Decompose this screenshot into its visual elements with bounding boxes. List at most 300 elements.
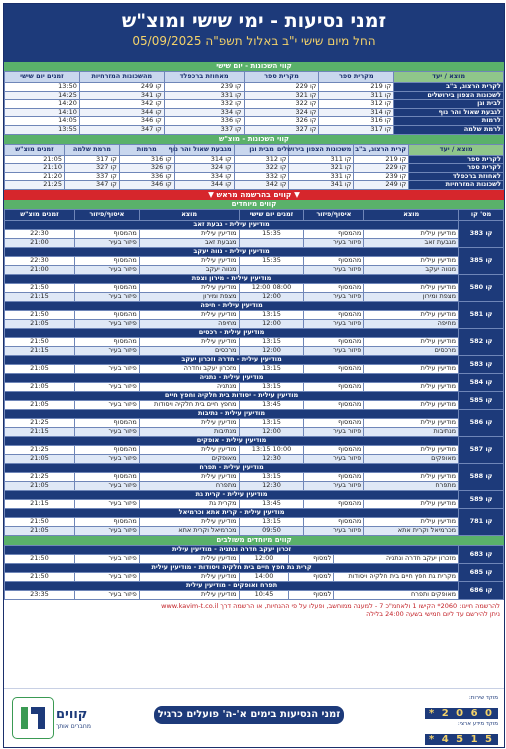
table-cell: קו 311 bbox=[289, 155, 354, 164]
table-cell: קו 347 bbox=[64, 181, 119, 190]
table-cell: מחיפה bbox=[139, 319, 239, 328]
table-cell: מודיעין עילית bbox=[139, 337, 239, 346]
route-number: קו 385 bbox=[459, 247, 504, 274]
col-header: מבית וגן bbox=[234, 144, 289, 155]
registration-notes bbox=[4, 600, 504, 620]
route-header: מודיעין עילית - קרית אתא וכרמיאל bbox=[5, 508, 459, 517]
table-cell: מהמסוף bbox=[74, 418, 139, 427]
col-header: זמנים מוצ"ש bbox=[5, 144, 65, 155]
route-header: מודיעין עילית - אופקים bbox=[5, 436, 459, 445]
table-row bbox=[5, 590, 504, 599]
table-cell: פיזור בעיר bbox=[74, 238, 139, 247]
page-subtitle: החל מיום שישי י"ב באלול תשפ"ה 05/09/2025 bbox=[132, 34, 376, 48]
table-cell: 13:45 bbox=[239, 400, 304, 409]
destination-cell: לשכונות המזרחיות bbox=[409, 181, 504, 190]
table-cell: קו 344 bbox=[174, 181, 234, 190]
table-cell: מקרית גת bbox=[139, 499, 239, 508]
table-cell: 08:00 12:00 bbox=[239, 283, 304, 292]
table-row bbox=[5, 256, 504, 265]
route-number-value: 589 bbox=[469, 494, 484, 503]
table-cell: קו 327 bbox=[244, 125, 319, 134]
route-header: מודיעין עילית - רכסים bbox=[5, 328, 459, 337]
route-number-value: 383 bbox=[469, 229, 484, 238]
table-row bbox=[5, 499, 504, 508]
table-cell: מנתניה bbox=[139, 382, 239, 391]
route-number-value: 580 bbox=[469, 283, 484, 292]
table-cell: מודיעין עילית bbox=[139, 554, 239, 563]
table-cell: 13:15 bbox=[239, 337, 304, 346]
registration-note-line2: ניתן להירשם עד ליום חמישי בשעה 24:00 בלילה bbox=[366, 609, 500, 618]
table-cell: פיזור בעיר bbox=[304, 481, 364, 490]
table-cell: למסוף bbox=[289, 554, 334, 563]
table-cell: מנווה יעקב bbox=[139, 265, 239, 274]
table-cell: קו 249 bbox=[354, 181, 409, 190]
table-row bbox=[5, 472, 504, 481]
table-cell: פיזור בעיר bbox=[304, 346, 364, 355]
table-cell: קו 239 bbox=[354, 172, 409, 181]
table-cell: מהמסוף bbox=[74, 517, 139, 526]
table-cell: מהמסוף bbox=[304, 418, 364, 427]
table-row bbox=[5, 346, 504, 355]
table-cell: מודיעין עילית bbox=[364, 445, 459, 454]
table-cell: פיזור בעיר bbox=[74, 554, 139, 563]
table-cell: 21:10 bbox=[5, 164, 65, 173]
destination-cell: לקרית ספר bbox=[409, 164, 504, 173]
footer bbox=[4, 688, 504, 747]
table-cell: קו 336 bbox=[119, 172, 174, 181]
table-cell: 21:15 bbox=[5, 346, 75, 355]
destination-cell: לרמת שלמה bbox=[394, 125, 504, 134]
table-cell: 10:00 13:15 bbox=[239, 445, 304, 454]
table-cell: קו 322 bbox=[234, 164, 289, 173]
table-row bbox=[5, 181, 504, 190]
table-cell: 13:45 bbox=[239, 499, 304, 508]
table-cell: מהמסוף bbox=[304, 472, 364, 481]
table-cell: קו 229 bbox=[354, 164, 409, 173]
table-cell: מהמסוף bbox=[304, 310, 364, 319]
table-cell bbox=[239, 265, 304, 274]
col-header: מגבעת שאול והר נוף bbox=[174, 144, 234, 155]
table-cell: מודיעין עילית bbox=[364, 499, 459, 508]
table-cell: 21:15 bbox=[5, 292, 75, 301]
table-row bbox=[5, 172, 504, 181]
table-row bbox=[5, 337, 504, 346]
table-row bbox=[5, 108, 504, 117]
table-cell: קו 321 bbox=[244, 91, 319, 100]
table-cell: קו 331 bbox=[289, 172, 354, 181]
table-cell: קו 239 bbox=[164, 83, 244, 92]
route-number-value: 686 bbox=[469, 585, 484, 594]
table-cell: מודיעין עילית bbox=[364, 364, 459, 373]
table-cell: קו 334 bbox=[174, 172, 234, 181]
route-header: מודיעין עילית - נתניה bbox=[5, 373, 459, 382]
table-row bbox=[5, 319, 504, 328]
table-cell: קו 326 bbox=[119, 164, 174, 173]
route-header: מודיעין עילית - חדרה וזכרון יעקב bbox=[5, 355, 459, 364]
table-cell: קו 324 bbox=[244, 108, 319, 117]
route-header: תפרח ואופקים - מודיעין עילית bbox=[5, 581, 459, 590]
table-cell: 21:05 bbox=[5, 319, 75, 328]
table-cell: קו 346 bbox=[79, 117, 164, 126]
destination-cell: לקרית ספר bbox=[409, 155, 504, 164]
logo-text: קווים bbox=[56, 707, 88, 722]
table-cell: 13:15 bbox=[239, 382, 304, 391]
table-cell: מהמסוף bbox=[304, 337, 364, 346]
route-header: מודיעין עילית - קרית גת bbox=[5, 490, 459, 499]
table-cell: 14:10 bbox=[5, 108, 80, 117]
table-row bbox=[5, 517, 504, 526]
info-center-label: מוקד מידע ארצי: bbox=[457, 721, 498, 727]
table-cell: קו 317 bbox=[64, 155, 119, 164]
route-header-row bbox=[5, 220, 504, 229]
info-center-number[interactable]: * 4 5 1 5 bbox=[425, 734, 498, 745]
table-cell: מודיעין עילית bbox=[139, 418, 239, 427]
route-header-row bbox=[5, 490, 504, 499]
table-cell: פיזור בעיר bbox=[304, 526, 364, 535]
neighborhood-friday-table bbox=[4, 71, 504, 135]
route-header-row bbox=[5, 301, 504, 310]
route-number: קו 580 bbox=[459, 274, 504, 301]
table-cell: קו 337 bbox=[64, 172, 119, 181]
table-cell: פיזור בעיר bbox=[74, 499, 139, 508]
col-header: איסוף/פיזור bbox=[304, 209, 364, 220]
table-cell: קו 332 bbox=[164, 100, 244, 109]
service-center-label: מוקד שירות: bbox=[468, 695, 498, 701]
table-cell: מודיעין עילית bbox=[139, 472, 239, 481]
destination-cell: לקרית הרצוג, ב"ב bbox=[394, 83, 504, 92]
route-header-row bbox=[5, 436, 504, 445]
table-cell: קו 341 bbox=[289, 181, 354, 190]
table-cell: מתפרח bbox=[139, 481, 239, 490]
table-cell: מקרית גת חפץ חיים בית חלקיה ויסודות bbox=[334, 572, 459, 581]
route-header-row bbox=[5, 463, 504, 472]
table-cell: קו 334 bbox=[164, 108, 244, 117]
table-cell: 14:05 bbox=[5, 117, 80, 126]
route-header-row bbox=[5, 391, 504, 400]
table-cell: 21:15 bbox=[5, 499, 75, 508]
route-number-value: 584 bbox=[469, 377, 484, 386]
combined-lines-table bbox=[4, 545, 504, 600]
table-cell: 15:35 bbox=[239, 256, 304, 265]
destination-cell: לבית וגן bbox=[394, 100, 504, 109]
table-cell: 13:15 bbox=[239, 517, 304, 526]
table-cell: קו 219 bbox=[319, 83, 394, 92]
table-cell: 12:00 bbox=[239, 554, 289, 563]
col-header: מאחוזת ברכפלד bbox=[164, 72, 244, 83]
table-cell: מודיעין עילית bbox=[364, 400, 459, 409]
table-cell: 22:30 bbox=[5, 229, 75, 238]
route-number-value: 582 bbox=[469, 337, 484, 346]
table-cell: קו 327 bbox=[64, 164, 119, 173]
route-header: מודיעין עילית - גבעת זאב bbox=[5, 220, 459, 229]
table-cell: למסוף bbox=[289, 572, 334, 581]
page-title: זמני נסיעות - ימי שישי ומוצ"ש bbox=[121, 10, 387, 32]
table-cell: קו 219 bbox=[354, 155, 409, 164]
table-cell: 14:00 bbox=[239, 572, 289, 581]
combined-lines-title: קווים מיוחדים משולבים bbox=[4, 536, 504, 545]
table-cell: פיזור בעיר bbox=[74, 382, 139, 391]
table-cell: פיזור בעיר bbox=[74, 346, 139, 355]
special-lines-title: קווים מיוחדים bbox=[4, 200, 504, 209]
table-cell: פיזור בעיר bbox=[74, 319, 139, 328]
table-cell: 23:35 bbox=[5, 590, 75, 599]
contact-info bbox=[410, 695, 498, 747]
table-cell: 21:50 bbox=[5, 572, 75, 581]
route-header: זכרון יעקב חדרה ונתניה - מודיעין עילית bbox=[5, 545, 459, 554]
route-header: מודיעין עילית - מירון וצפת bbox=[5, 274, 459, 283]
table-cell: מודיעין עילית bbox=[364, 229, 459, 238]
timetable-page bbox=[3, 3, 505, 748]
table-cell: מרכסים bbox=[139, 346, 239, 355]
origin-dest-header: מוצא / יעד bbox=[409, 144, 504, 155]
table-cell: קו 312 bbox=[234, 155, 289, 164]
table-row bbox=[5, 572, 504, 581]
table-cell: קו 249 bbox=[79, 83, 164, 92]
table-cell: מהמסוף bbox=[74, 310, 139, 319]
origin-dest-header: מוצא / יעד bbox=[394, 72, 504, 83]
table-cell: למסוף bbox=[289, 590, 334, 599]
table-cell: מודיעין עילית bbox=[364, 472, 459, 481]
table-cell: 14:20 bbox=[5, 100, 80, 109]
destination-cell: לאחוזת ברכפלד bbox=[409, 172, 504, 181]
table-cell: מתפרח bbox=[364, 481, 459, 490]
table-row bbox=[5, 364, 504, 373]
route-header: מודיעין עילית - נווה יעקב bbox=[5, 247, 459, 256]
table-row bbox=[5, 481, 504, 490]
route-number-value: 583 bbox=[469, 359, 484, 368]
table-cell: 21:05 bbox=[5, 400, 75, 409]
route-number-value: 588 bbox=[469, 472, 484, 481]
table-cell: מהמסוף bbox=[304, 445, 364, 454]
table-cell: מודיעין עילית bbox=[139, 229, 239, 238]
route-number: קו 583 bbox=[459, 355, 504, 373]
website-link[interactable]: www.kavim-t.co.il bbox=[161, 601, 219, 610]
table-row bbox=[5, 229, 504, 238]
table-cell: מגבעת זאב bbox=[364, 238, 459, 247]
table-cell: מהמסוף bbox=[304, 256, 364, 265]
table-cell: 12:00 bbox=[239, 346, 304, 355]
table-cell: פיזור בעיר bbox=[304, 454, 364, 463]
table-cell: מהמסוף bbox=[74, 337, 139, 346]
route-number: קו 587 bbox=[459, 436, 504, 463]
service-center-number[interactable]: * 2 0 6 0 bbox=[425, 708, 498, 719]
neighborhood-saturday-title: קווי השכונות - מוצ"ש bbox=[4, 135, 504, 144]
col-header: קרית הרצוג, ב"ב bbox=[354, 144, 409, 155]
route-header-row bbox=[5, 373, 504, 382]
route-header: מודיעין עילית - נתיבות bbox=[5, 409, 459, 418]
special-lines-table bbox=[4, 209, 504, 536]
table-cell: פיזור בעיר bbox=[74, 454, 139, 463]
table-cell: מנווה יעקב bbox=[364, 265, 459, 274]
table-cell: פיזור בעיר bbox=[74, 572, 139, 581]
table-cell: 10:45 bbox=[239, 590, 289, 599]
table-cell: 21:00 bbox=[5, 238, 75, 247]
table-cell: מצפת ומירון bbox=[139, 292, 239, 301]
route-number: קו 586 bbox=[459, 409, 504, 436]
table-cell: קו 316 bbox=[119, 155, 174, 164]
route-number: קו 584 bbox=[459, 373, 504, 391]
destination-cell: לרמות bbox=[394, 117, 504, 126]
table-cell: 21:50 bbox=[5, 310, 75, 319]
route-number-value: 683 bbox=[469, 549, 484, 558]
kavim-logo-icon bbox=[12, 697, 54, 739]
route-header-row bbox=[5, 563, 504, 572]
route-number-value: 385 bbox=[469, 256, 484, 265]
table-cell: 21:05 bbox=[5, 526, 75, 535]
col-header: זמנים יום שישי bbox=[5, 72, 80, 83]
route-number: קו 685 bbox=[459, 563, 504, 581]
table-cell: 13:15 bbox=[239, 364, 304, 373]
table-cell: קו 347 bbox=[79, 125, 164, 134]
destination-cell: לשכונות הצפון בירושלים bbox=[394, 91, 504, 100]
table-row bbox=[5, 554, 504, 563]
route-header-row bbox=[5, 274, 504, 283]
footer-slogan: זמני הנסיעות בימים א'-ה' פועלים כרגיל bbox=[154, 706, 344, 724]
table-cell bbox=[239, 238, 304, 247]
table-cell: קו 312 bbox=[319, 100, 394, 109]
table-row bbox=[5, 310, 504, 319]
table-cell: פיזור בעיר bbox=[74, 481, 139, 490]
route-header-row bbox=[5, 545, 504, 554]
route-number: קו 581 bbox=[459, 301, 504, 328]
table-cell: 21:05 bbox=[5, 364, 75, 373]
table-cell: קו 344 bbox=[79, 108, 164, 117]
table-cell: 21:25 bbox=[5, 181, 65, 190]
table-cell: פיזור בעיר bbox=[74, 590, 139, 599]
route-number-value: 586 bbox=[469, 418, 484, 427]
route-number: קו 686 bbox=[459, 581, 504, 599]
route-header-row bbox=[5, 247, 504, 256]
table-cell: 12:00 bbox=[239, 319, 304, 328]
table-cell: 21:50 bbox=[5, 517, 75, 526]
table-cell: 21:00 bbox=[5, 265, 75, 274]
neighborhood-friday-title: קווי השכונות - יום שישי bbox=[4, 62, 504, 71]
route-number: קו 781 bbox=[459, 508, 504, 535]
table-cell: קו 346 bbox=[119, 181, 174, 190]
col-header: משכונות הצפון בירושלים bbox=[289, 144, 354, 155]
table-cell: מרכסים bbox=[364, 346, 459, 355]
table-cell: פיזור בעיר bbox=[74, 427, 139, 436]
table-cell: קו 314 bbox=[174, 155, 234, 164]
table-cell: 15:35 bbox=[239, 229, 304, 238]
table-cell: 12:00 bbox=[239, 427, 304, 436]
table-row bbox=[5, 91, 504, 100]
route-number-value: 685 bbox=[469, 567, 484, 576]
table-cell: מגבעת זאב bbox=[139, 238, 239, 247]
table-cell: מאופקים ותפרח bbox=[334, 590, 459, 599]
table-cell: מהמסוף bbox=[304, 364, 364, 373]
route-number-value: 587 bbox=[469, 445, 484, 454]
table-cell: מהמסוף bbox=[304, 229, 364, 238]
route-header-row bbox=[5, 581, 504, 590]
table-cell: מהמסוף bbox=[304, 283, 364, 292]
route-header-row bbox=[5, 328, 504, 337]
table-cell: קו 317 bbox=[319, 125, 394, 134]
table-row bbox=[5, 265, 504, 274]
table-cell: 13:15 bbox=[239, 472, 304, 481]
table-cell: מאופקים bbox=[364, 454, 459, 463]
table-cell: 21:50 bbox=[5, 337, 75, 346]
table-cell: מהמסוף bbox=[74, 229, 139, 238]
table-cell: מהמסוף bbox=[74, 256, 139, 265]
table-cell: 21:15 bbox=[5, 427, 75, 436]
table-cell: מהמסוף bbox=[74, 472, 139, 481]
table-cell: פיזור בעיר bbox=[304, 319, 364, 328]
destination-cell: לגבעת שאול והר נוף bbox=[394, 108, 504, 117]
table-row bbox=[5, 445, 504, 454]
table-cell: קו 337 bbox=[164, 125, 244, 134]
col-header: מהשכונות המזרחיות bbox=[79, 72, 164, 83]
table-cell: מהמסוף bbox=[304, 400, 364, 409]
table-cell: קו 332 bbox=[234, 172, 289, 181]
col-header: מוצא bbox=[139, 209, 239, 220]
route-number: קו 683 bbox=[459, 545, 504, 563]
route-header-row bbox=[5, 355, 504, 364]
route-number-value: 581 bbox=[469, 310, 484, 319]
neighborhood-saturday-table bbox=[4, 144, 504, 190]
table-cell: 12:00 bbox=[239, 292, 304, 301]
route-header: מודיעין עילית - תפרח bbox=[5, 463, 459, 472]
col-header: מס' קו bbox=[459, 209, 504, 220]
table-cell: מהמסוף bbox=[74, 283, 139, 292]
col-header: איסוף/פיזור bbox=[74, 209, 139, 220]
route-header: מודיעין עילית - יסודות בית חלקיה וחפץ חיים bbox=[5, 391, 459, 400]
table-cell: מנתיבות bbox=[139, 427, 239, 436]
table-cell: מודיעין עילית bbox=[139, 310, 239, 319]
table-cell: 14:25 bbox=[5, 91, 80, 100]
col-header: מקרית ספר bbox=[319, 72, 394, 83]
table-cell: פיזור בעיר bbox=[304, 427, 364, 436]
table-cell: קו 336 bbox=[164, 117, 244, 126]
route-number: קו 582 bbox=[459, 328, 504, 355]
table-row bbox=[5, 164, 504, 173]
table-cell: קו 229 bbox=[244, 83, 319, 92]
table-cell: מהמסוף bbox=[304, 499, 364, 508]
table-cell: 21:05 bbox=[5, 481, 75, 490]
table-cell: מחיפה bbox=[364, 319, 459, 328]
table-row bbox=[5, 155, 504, 164]
table-cell: 21:25 bbox=[5, 472, 75, 481]
table-cell: מהמסוף bbox=[304, 382, 364, 391]
table-row bbox=[5, 526, 504, 535]
table-row bbox=[5, 427, 504, 436]
table-cell: קו 321 bbox=[289, 164, 354, 173]
table-row bbox=[5, 283, 504, 292]
table-cell: מזכרון יעקב חדרה ונתניה bbox=[334, 554, 459, 563]
table-cell: מאופקים bbox=[139, 454, 239, 463]
route-number-value: 585 bbox=[469, 395, 484, 404]
table-cell: קו 316 bbox=[319, 117, 394, 126]
col-header: מרמות bbox=[119, 144, 174, 155]
table-cell: מודיעין עילית bbox=[364, 310, 459, 319]
table-cell: מצפת ומירון bbox=[364, 292, 459, 301]
table-row bbox=[5, 454, 504, 463]
table-cell: פיזור בעיר bbox=[304, 292, 364, 301]
table-cell: מזכרון יעקב וחדרה bbox=[139, 364, 239, 373]
table-cell: 21:25 bbox=[5, 418, 75, 427]
registration-banner: ▼ קווים בהרשמה מראש ▼ bbox=[4, 190, 504, 200]
table-cell: 13:55 bbox=[5, 125, 80, 134]
table-cell: מודיעין עילית bbox=[364, 256, 459, 265]
table-cell: מהמסוף bbox=[74, 445, 139, 454]
table-cell: פיזור בעיר bbox=[304, 238, 364, 247]
table-cell: 21:50 bbox=[5, 554, 75, 563]
table-row bbox=[5, 238, 504, 247]
table-cell: פיזור בעיר bbox=[74, 292, 139, 301]
table-cell: 12:30 bbox=[239, 454, 304, 463]
table-cell: מהמסוף bbox=[304, 517, 364, 526]
table-row bbox=[5, 418, 504, 427]
